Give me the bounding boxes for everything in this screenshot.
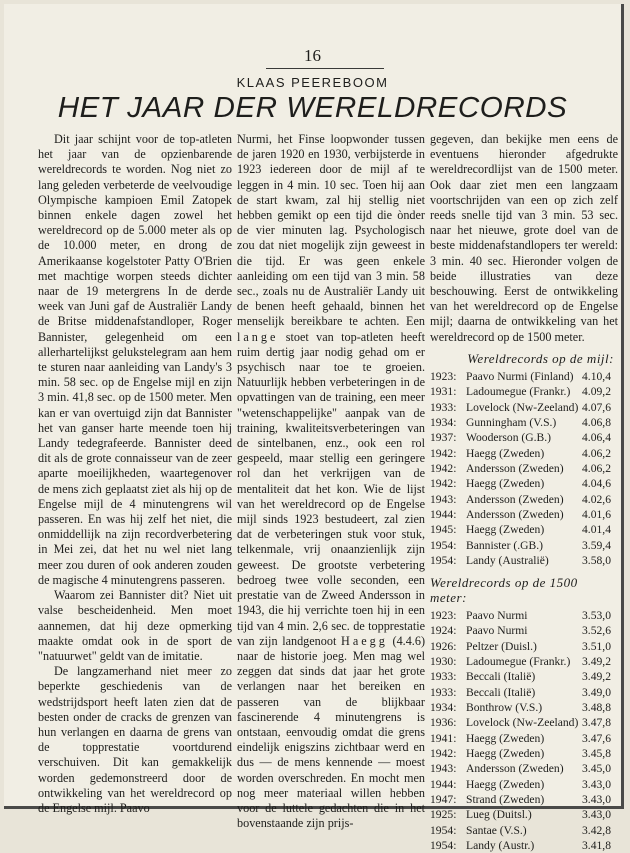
record-name: Peltzer (Duisl.) (466, 639, 537, 653)
record-year: 1942: (430, 747, 457, 761)
record-name: Haegg (Zweden) (466, 523, 545, 537)
record-time: 3.48,8 (582, 700, 611, 714)
record-row (430, 823, 618, 838)
record-row (430, 461, 618, 476)
record-name: Paavo Nurmi (466, 624, 528, 638)
record-year: 1954: (430, 538, 457, 552)
record-time: 4.06,4 (582, 431, 611, 445)
record-time: 3.49,2 (582, 654, 611, 668)
record-time: 4.02,6 (582, 492, 611, 506)
record-row (430, 654, 618, 669)
record-time: 3.43,0 (582, 808, 611, 822)
record-time: 3.53,0 (582, 608, 611, 622)
record-year: 1924: (430, 624, 457, 638)
record-time: 3.59,4 (582, 538, 611, 552)
record-row (430, 492, 618, 507)
record-time: 4.01,6 (582, 508, 611, 522)
record-year: 1923: (430, 370, 457, 384)
record-year: 1954: (430, 554, 457, 568)
record-year: 1930: (430, 654, 457, 668)
paragraph: Dit jaar schijnt voor de top-atleten het jaar van de opzienbarende wereldrecords te worden. Nog niet zo lang geleden verbeterde de veelvoudige Olympische kampioen Emil Zatopek binnen enkele dagen zowel het wereldrecord op de 5.000 meter als op de 10.000 meter, en drong de Amerikaanse kogelstoter Patty O'Brien met machtige worpen steeds dichter naar de 19 metergrens In de derde week van Juni gaf de Australiër Landy de Britse middenafstandloper, Roger Bannister, gelegenheid om een allerhartelijkst gelukstelegram aan hem te sturen naar aanleiding van Landy's 3 min. 58 sec. op de Engelse mijl en zijn 3 min. 41,8 sec. op de 1500 meter. Men kan er van overtuigd zijn dat Bannister het van ganser harte meende toen hij Landy tedegrafeerde. Bannister deed dit als de grote connaisseur van de zeer aparte moeilijkheden, waartegenover de mens zich geplaatst ziet als hij op de Engelse mijl de 4 minutengrens wil passeren. En was hij zelf het niet, die onmiddellijk na zijn recordverbetering in Mei zei, dat het nu wel niet lang meer zou duren of ook anderen zouden de magische 4 minutengrens passeren. (38, 132, 232, 587)
record-row (430, 608, 618, 623)
record-time: 3.41,8 (582, 839, 611, 853)
article-title: HET JAAR DER WERELDRECORDS (57, 92, 568, 124)
record-row (430, 430, 618, 445)
column-1 (38, 132, 232, 816)
record-year: 1943: (430, 492, 457, 506)
header-rule (266, 68, 384, 69)
spaced-word: Haegg (341, 633, 388, 648)
record-name: Strand (Zweden) (466, 793, 545, 807)
record-name: Andersson (Zweden) (466, 508, 564, 522)
record-name: Lovelock (Nw-Zeeland) (466, 716, 579, 730)
record-name: Lovelock (Nw-Zeeland) (466, 400, 579, 414)
record-name: Wooderson (G.B.) (466, 431, 552, 445)
record-year: 1933: (430, 670, 457, 684)
record-time: 3.43,0 (582, 777, 611, 791)
record-name: Haegg (Zweden) (466, 446, 545, 460)
record-year: 1947: (430, 793, 457, 807)
page-number: 16 (304, 46, 321, 65)
paragraph (237, 132, 425, 831)
column-3 (430, 132, 618, 853)
record-name: Haegg (Zweden) (466, 747, 545, 761)
record-time: 3.42,8 (582, 823, 611, 837)
record-row (430, 369, 618, 384)
record-year: 1926: (430, 639, 457, 653)
paragraph: gegeven, dan bekijke men eens de eventuens hieronder afgedrukte wereldrecordlijst van de 1500 meter. Ook daar ziet men een langzaam voortschrijden van een op zich zelf reeds snelle tijd van 3 min. 53 sec. naar het nieuwe, grote doel van de beste middenafstandlopers ter wereld: 3 min. 40 sec. Hieronder volgen de beide illustraties van deze beschouwing. Eerst de ontwikkeling van het wereldrecord op de Engelse mijl; daarna de ontwikkeling van het wereldrecord op de 1500 meter. (430, 132, 618, 344)
record-time: 3.47,8 (582, 716, 611, 730)
record-row (430, 761, 618, 776)
record-time: 4.07,6 (582, 400, 611, 414)
record-row (430, 731, 618, 746)
record-row (430, 807, 618, 822)
record-time: 4.04,6 (582, 477, 611, 491)
record-time: 3.58,0 (582, 554, 611, 568)
record-year: 1942: (430, 462, 457, 476)
record-year: 1923: (430, 608, 457, 622)
record-row (430, 522, 618, 537)
record-time: 3.45,0 (582, 762, 611, 776)
record-year: 1941: (430, 731, 457, 745)
record-time: 3.43,0 (582, 793, 611, 807)
paragraph: Waarom zei Bannister dit? Niet uit valse bescheidenheid. Men moet aannemen, dat hij deze opmerking maakte omdat ook in de sport de "natuurwet" geldt van de imitatie. (38, 588, 232, 663)
record-time: 3.45,8 (582, 747, 611, 761)
record-row (430, 777, 618, 792)
record-name: Gunningham (V.S.) (466, 416, 557, 430)
record-time: 3.49,2 (582, 670, 611, 684)
record-year: 1942: (430, 477, 457, 491)
record-year: 1933: (430, 400, 457, 414)
text-run: stoet van top-atleten heeft ruim dertig jaar nodig gehad om er psychisch naar toe te groeien. Natuurlijk hebben verbeteringen in de opvattingen van de training, een meer "wetenschappelijke" aanpak van de training, kwaliteitsverbeteringen van de sintelbanen, enz., ook een rol gespeeld, maar stellig een geringere rol dan het verkrijgen van de mentaliteit dat het kon. Wie de lijst van het wereldrecord op de Engelse mijl sinds 1923 bestudeert, zal zien dat de verbeteringen stuk voor stuk, telkenmale, vrij onaanzienlijk zijn geweest. De grootste verbetering bedroeg twee volle seconden, een prestatie van de Zweed Andersson in 1943, die hij verrichte toen hij in een tijd van 4 min. 2,6 sec. de topprestatie van zijn landgenoot (237, 329, 425, 648)
m1500-records-list (430, 608, 618, 853)
record-row (430, 623, 618, 638)
record-year: 1942: (430, 446, 457, 460)
record-time: 4.06,2 (582, 446, 611, 460)
record-row (430, 538, 618, 553)
record-time: 4.06,8 (582, 416, 611, 430)
record-time: 3.51,0 (582, 639, 611, 653)
record-name: Beccali (Italië) (466, 670, 536, 684)
record-time: 3.52,6 (582, 624, 611, 638)
paragraph: De langzamerhand niet meer zo beperkte geschiedenis van de wedstrijdsport heeft laten zien dat de besten onder de cracks de grenzen van hun verlangen en daarna de grens van de topprestatie voortdurend verschuiven. Dit kan gemakkelijk worden gedemonstreerd door de ontwikkeling van het wereldrecord op de Engelse mijl. Paavo (38, 664, 232, 815)
record-year: 1933: (430, 685, 457, 699)
record-year: 1931: (430, 385, 457, 399)
record-year: 1934: (430, 416, 457, 430)
record-name: Santae (V.S.) (466, 823, 527, 837)
record-name: Paavo Nurmi (Finland) (466, 370, 574, 384)
record-year: 1944: (430, 777, 457, 791)
record-name: Landy (Austr.) (466, 839, 535, 853)
record-row (430, 384, 618, 399)
record-name: Andersson (Zweden) (466, 462, 564, 476)
record-row (430, 715, 618, 730)
record-name: Ladoumegue (Frankr.) (466, 654, 571, 668)
record-name: Haegg (Zweden) (466, 731, 545, 745)
record-time: 4.10,4 (582, 370, 611, 384)
record-name: Ladoumegue (Frankr.) (466, 385, 571, 399)
record-time: 4.01,4 (582, 523, 611, 537)
author-name: KLAAS PEEREBOOM (236, 75, 389, 90)
record-row (430, 476, 618, 491)
record-row (430, 669, 618, 684)
record-row (430, 792, 618, 807)
record-name: Bonthrow (V.S.) (466, 700, 543, 714)
record-row (430, 746, 618, 761)
record-year: 1954: (430, 839, 457, 853)
record-time: 4.09,2 (582, 385, 611, 399)
record-year: 1944: (430, 508, 457, 522)
record-year: 1954: (430, 823, 457, 837)
m1500-records-title: Wereldrecords op de 1500 meter: (430, 574, 578, 605)
record-name: Haegg (Zweden) (466, 477, 545, 491)
record-name: Paavo Nurmi (466, 608, 528, 622)
record-name: Lueg (Duitsl.) (466, 808, 532, 822)
record-row (430, 446, 618, 461)
record-row (430, 415, 618, 430)
column-2 (237, 132, 425, 831)
record-time: 4.06,2 (582, 462, 611, 476)
magazine-page (4, 4, 624, 853)
record-name: Haegg (Zweden) (466, 777, 545, 791)
record-row (430, 553, 618, 568)
record-year: 1937: (430, 431, 457, 445)
record-row (430, 507, 618, 522)
record-year: 1945: (430, 523, 457, 537)
record-row (430, 700, 618, 715)
record-time: 3.47,6 (582, 731, 611, 745)
record-name: Bannister (.GB.) (466, 538, 543, 552)
record-year: 1936: (430, 716, 457, 730)
spaced-word: lange (237, 329, 279, 344)
mile-records-list (430, 369, 618, 568)
record-time: 3.49,0 (582, 685, 611, 699)
record-name: Landy (Australië) (466, 554, 549, 568)
record-row (430, 639, 618, 654)
text-run: Nurmi, het Finse loopwonder tussen de jaren 1920 en 1930, verbijsterde in 1923 iedereen door de mijl af te leggen in 4 min. 10 sec. Toen hij aan de start kwam, zal hij stellig niet hebben gemikt op een tijd die ònder de vier minuten lag. Psychologisch zou dat niet mogelijk zijn geweest in die tijd. Er was geen enkele aanleiding om een tijd van 3 min. 58 sec., zoals nu de Australiër Landy uit de benen heeft gehaald, binnen het menselijk bereikbare te achten. Een (237, 132, 425, 329)
mile-records-title: Wereldrecords op de mijl: (467, 350, 614, 366)
record-row (430, 400, 618, 415)
record-year: 1925: (430, 808, 457, 822)
record-row (430, 838, 618, 853)
record-year: 1934: (430, 700, 457, 714)
record-row (430, 685, 618, 700)
record-name: Andersson (Zweden) (466, 762, 564, 776)
record-name: Andersson (Zweden) (466, 492, 564, 506)
record-year: 1943: (430, 762, 457, 776)
text-run: (4.4.6) naar de historie joeg. Men mag wel zeggen dat sinds dat jaar het grote verlangen naar het bereiken en passeren van de blijkbaar fascinerende 4 minutengrens is ontstaan, eenvoudig omdat die grens eindelijk enigszins zichtbaar werd en dus — de mens kennende — moest worden overschreden. En mocht men nog meer materiaal willen hebben voor de luttele gedachten die in het bovenstaande zijn prijs- (237, 633, 426, 831)
record-name: Beccali (Italië) (466, 685, 536, 699)
